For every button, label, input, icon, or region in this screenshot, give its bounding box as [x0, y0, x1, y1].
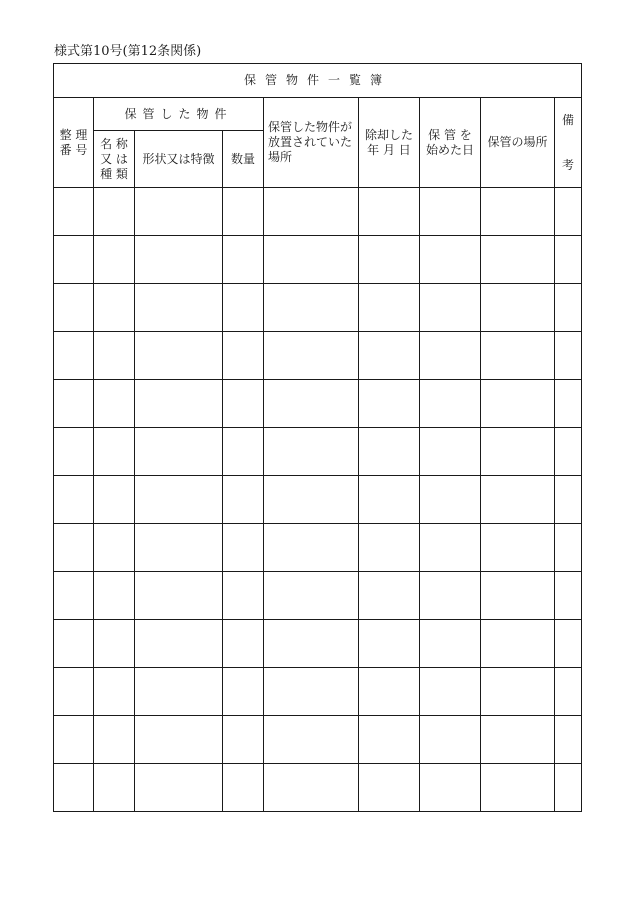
table-cell[interactable] [223, 716, 264, 764]
table-cell[interactable] [420, 428, 481, 476]
table-cell[interactable] [481, 620, 555, 668]
table-cell[interactable] [264, 524, 359, 572]
table-cell[interactable] [420, 764, 481, 812]
header-quantity: 数量 [223, 131, 264, 188]
table-row [54, 716, 582, 764]
table-cell[interactable] [359, 524, 420, 572]
table-cell[interactable] [54, 716, 94, 764]
table-cell[interactable] [264, 332, 359, 380]
table-cell[interactable] [94, 524, 135, 572]
table-cell[interactable] [264, 188, 359, 236]
table-cell[interactable] [555, 332, 582, 380]
ledger-body [54, 188, 582, 812]
table-cell[interactable] [135, 716, 223, 764]
table-cell[interactable] [264, 476, 359, 524]
table-cell[interactable] [223, 380, 264, 428]
table-cell[interactable] [555, 428, 582, 476]
table-cell[interactable] [420, 284, 481, 332]
table-row [54, 764, 582, 812]
table-cell[interactable] [135, 668, 223, 716]
table-cell[interactable] [420, 716, 481, 764]
table-cell[interactable] [54, 524, 94, 572]
header-removal-date-line-2: 年 月 日 [367, 142, 411, 157]
table-cell[interactable] [135, 572, 223, 620]
table-row [54, 332, 582, 380]
table-cell[interactable] [359, 476, 420, 524]
table-cell[interactable] [264, 620, 359, 668]
table-cell[interactable] [481, 284, 555, 332]
table-row [54, 476, 582, 524]
table-cell[interactable] [264, 236, 359, 284]
table-cell[interactable] [223, 332, 264, 380]
header-number-line-2: 番 号 [59, 142, 88, 157]
table-cell[interactable] [264, 380, 359, 428]
table-cell[interactable] [264, 764, 359, 812]
table-cell[interactable] [555, 236, 582, 284]
table-cell[interactable] [359, 764, 420, 812]
table-cell[interactable] [94, 668, 135, 716]
header-abandoned-place-line-2: 放置されていた [268, 135, 353, 149]
table-cell[interactable] [54, 572, 94, 620]
table-cell[interactable] [135, 620, 223, 668]
table-cell[interactable] [54, 668, 94, 716]
header-abandoned-place-line-1: 保管した物件が [268, 120, 353, 134]
table-cell[interactable] [223, 236, 264, 284]
table-row [54, 428, 582, 476]
table-cell[interactable] [481, 476, 555, 524]
table-cell[interactable] [135, 380, 223, 428]
table-cell[interactable] [54, 380, 94, 428]
header-abandoned-place-line-3: 場所 [268, 150, 293, 164]
header-name-type [94, 131, 135, 188]
header-remarks-line-2: 考 [562, 157, 575, 172]
header-storage-place: 保管の場所 [481, 98, 555, 188]
table-cell[interactable] [135, 764, 223, 812]
table-cell[interactable] [223, 476, 264, 524]
table-cell[interactable] [94, 716, 135, 764]
table-cell[interactable] [481, 764, 555, 812]
table-cell[interactable] [54, 764, 94, 812]
header-removal-date [359, 98, 420, 188]
ledger-title: 保管物件一覧簿 [54, 64, 582, 98]
table-cell[interactable] [359, 284, 420, 332]
table-row [54, 188, 582, 236]
table-cell[interactable] [420, 476, 481, 524]
table-cell[interactable] [420, 668, 481, 716]
table-row [54, 380, 582, 428]
table-cell[interactable] [420, 620, 481, 668]
header-remarks [555, 98, 582, 188]
table-cell[interactable] [481, 428, 555, 476]
header-storage-start [420, 98, 481, 188]
table-cell[interactable] [135, 332, 223, 380]
form-number-label: 様式第10号(第12条関係) [54, 44, 202, 59]
table-cell[interactable] [94, 284, 135, 332]
table-cell[interactable] [54, 332, 94, 380]
table-cell[interactable] [94, 572, 135, 620]
table-cell[interactable] [223, 428, 264, 476]
header-stored-item-group: 保管した物件 [94, 98, 264, 131]
header-name-type-line-1: 名 称 [100, 136, 128, 151]
table-cell[interactable] [264, 716, 359, 764]
table-cell[interactable] [94, 476, 135, 524]
table-cell[interactable] [359, 716, 420, 764]
table-cell[interactable] [555, 764, 582, 812]
table-cell[interactable] [223, 620, 264, 668]
table-cell[interactable] [54, 188, 94, 236]
table-cell[interactable] [135, 428, 223, 476]
table-cell[interactable] [223, 188, 264, 236]
header-number [54, 98, 94, 188]
table-cell[interactable] [54, 428, 94, 476]
table-cell[interactable] [359, 380, 420, 428]
table-cell[interactable] [359, 668, 420, 716]
table-row [54, 524, 582, 572]
table-row [54, 284, 582, 332]
table-cell[interactable] [94, 764, 135, 812]
table-cell[interactable] [555, 716, 582, 764]
table-cell[interactable] [555, 668, 582, 716]
header-abandoned-place [264, 98, 359, 188]
table-cell[interactable] [555, 380, 582, 428]
table-cell[interactable] [223, 572, 264, 620]
table-cell[interactable] [94, 332, 135, 380]
table-cell[interactable] [555, 284, 582, 332]
table-cell[interactable] [359, 236, 420, 284]
table-cell[interactable] [555, 620, 582, 668]
table-cell[interactable] [94, 236, 135, 284]
table-cell[interactable] [54, 236, 94, 284]
header-row-top [54, 98, 582, 131]
table-cell[interactable] [135, 284, 223, 332]
title-row [54, 64, 582, 98]
table-cell[interactable] [481, 188, 555, 236]
header-removal-date-line-1: 除却した [364, 127, 413, 142]
table-cell[interactable] [94, 188, 135, 236]
table-cell[interactable] [481, 380, 555, 428]
header-shape-feature: 形状又は特徴 [135, 131, 223, 188]
table-cell[interactable] [54, 620, 94, 668]
table-cell[interactable] [264, 428, 359, 476]
header-name-type-line-2: 又 は [100, 151, 128, 166]
table-cell[interactable] [420, 188, 481, 236]
table-cell[interactable] [420, 524, 481, 572]
table-cell[interactable] [481, 668, 555, 716]
table-cell[interactable] [223, 284, 264, 332]
table-cell[interactable] [264, 572, 359, 620]
table-cell[interactable] [94, 428, 135, 476]
table-cell[interactable] [223, 524, 264, 572]
table-cell[interactable] [359, 428, 420, 476]
table-cell[interactable] [135, 524, 223, 572]
table-cell[interactable] [135, 476, 223, 524]
table-cell[interactable] [555, 524, 582, 572]
table-cell[interactable] [481, 716, 555, 764]
table-cell[interactable] [420, 332, 481, 380]
table-cell[interactable] [264, 284, 359, 332]
header-name-type-line-3: 種 類 [100, 166, 128, 181]
table-cell[interactable] [359, 332, 420, 380]
table-cell[interactable] [135, 236, 223, 284]
table-cell[interactable] [359, 620, 420, 668]
table-row [54, 668, 582, 716]
table-cell[interactable] [481, 332, 555, 380]
table-cell[interactable] [359, 572, 420, 620]
header-remarks-line-1: 備 [562, 112, 575, 127]
table-cell[interactable] [481, 236, 555, 284]
table-cell[interactable] [54, 284, 94, 332]
table-cell[interactable] [54, 476, 94, 524]
table-cell[interactable] [94, 620, 135, 668]
table-cell[interactable] [481, 572, 555, 620]
table-cell[interactable] [555, 476, 582, 524]
table-cell[interactable] [223, 764, 264, 812]
table-cell[interactable] [555, 188, 582, 236]
table-row [54, 620, 582, 668]
table-cell[interactable] [481, 524, 555, 572]
header-storage-start-line-1: 保 管 を [428, 127, 472, 142]
header-number-line-1: 整 理 [59, 127, 88, 142]
table-cell[interactable] [555, 572, 582, 620]
table-row [54, 236, 582, 284]
table-row [54, 572, 582, 620]
stored-items-ledger-table [53, 63, 582, 812]
table-cell[interactable] [420, 236, 481, 284]
table-cell[interactable] [94, 380, 135, 428]
table-cell[interactable] [223, 668, 264, 716]
table-cell[interactable] [135, 188, 223, 236]
table-cell[interactable] [359, 188, 420, 236]
header-storage-start-line-2: 始めた日 [425, 142, 474, 157]
table-cell[interactable] [264, 668, 359, 716]
table-cell[interactable] [420, 380, 481, 428]
table-cell[interactable] [420, 572, 481, 620]
